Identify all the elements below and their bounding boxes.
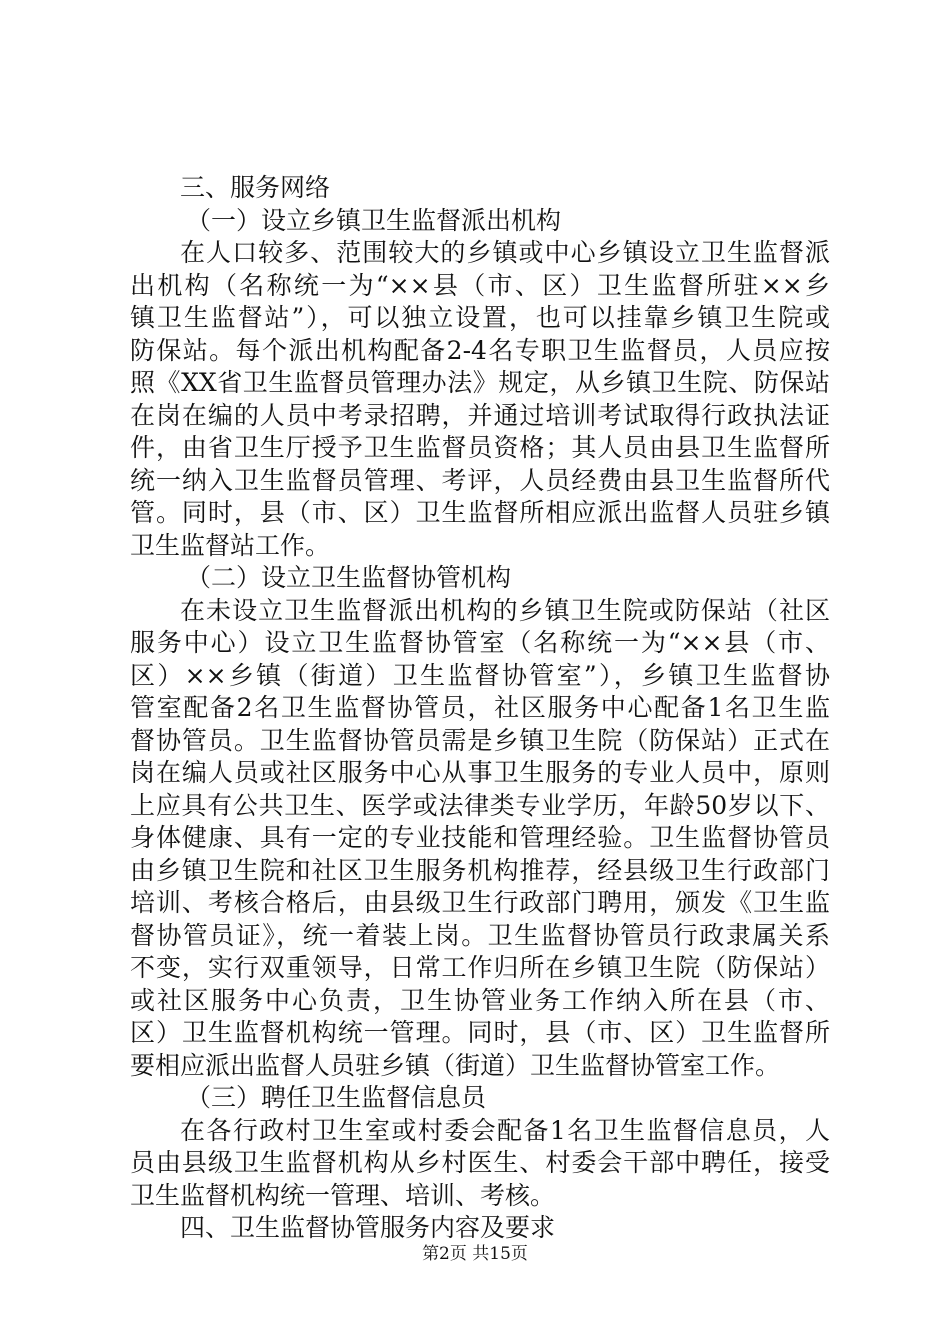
paragraph-line: 在人口较多、范围较大的乡镇或中心乡镇设立卫生监督派 — [180, 238, 830, 267]
paragraph-line: 身体健康、具有一定的专业技能和管理经验。卫生监督协管员 — [130, 823, 830, 852]
paragraph-line: 镇卫生监督站”），可以独立设置，也可以挂靠乡镇卫生院或 — [130, 303, 830, 332]
paragraph-line: 统一纳入卫生监督员管理、考评，人员经费由县卫生监督所代 — [130, 465, 830, 495]
paragraph-line: 防保站。每个派出机构配备2-4名专职卫生监督员，人员应按 — [130, 335, 830, 365]
paragraph-line: 督协管员证》，统一着装上岗。卫生监督协管员行政隶属关系 — [130, 920, 830, 950]
paragraph-line: 员由县级卫生监督机构从乡村医生、村委会干部中聘任，接受 — [130, 1148, 830, 1177]
document-body — [130, 172, 830, 1245]
paragraph-line: 出机构（名称统一为“××县（市、区）卫生监督所驻××乡 — [130, 270, 830, 300]
section-heading: 三、服务网络 — [180, 173, 331, 202]
paragraph-line: 照《XX省卫生监督员管理办法》规定，从乡镇卫生院、防保站 — [130, 368, 830, 397]
paragraph-line: 在岗在编的人员中考录招聘，并通过培训考试取得行政执法证 — [130, 400, 830, 430]
paragraph-line: 岗在编人员或社区服务中心从事卫生服务的专业人员中，原则 — [130, 758, 830, 787]
paragraph-line: 督协管员。卫生监督协管员需是乡镇卫生院（防保站）正式在 — [130, 725, 830, 755]
paragraph-line: 在未设立卫生监督派出机构的乡镇卫生院或防保站（社区 — [180, 595, 830, 625]
paragraph-line: 区）卫生监督机构统一管理。同时，县（市、区）卫生监督所 — [130, 1018, 830, 1047]
section-heading: 四、卫生监督协管服务内容及要求 — [180, 1213, 556, 1242]
subsection-heading: （一）设立乡镇卫生监督派出机构 — [186, 205, 562, 235]
paragraph-line: 区）××乡镇（街道）卫生监督协管室”），乡镇卫生监督协 — [130, 660, 830, 690]
paragraph-line: 要相应派出监督人员驻乡镇（街道）卫生监督协管室工作。 — [130, 1050, 781, 1080]
paragraph-line: 由乡镇卫生院和社区卫生服务机构推荐，经县级卫生行政部门 — [130, 855, 830, 885]
paragraph-line: 不变，实行双重领导，日常工作归所在乡镇卫生院（防保站） — [130, 953, 830, 982]
paragraph-line: 或社区服务中心负责，卫生协管业务工作纳入所在县（市、 — [130, 985, 830, 1015]
paragraph-line: 培训、考核合格后，由县级卫生行政部门聘用，颁发《卫生监 — [130, 888, 830, 917]
paragraph-line: 卫生监督机构统一管理、培训、考核。 — [130, 1180, 556, 1210]
paragraph-line: 服务中心）设立卫生监督协管室（名称统一为“××县（市、 — [130, 628, 830, 657]
paragraph-line: 管。同时，县（市、区）卫生监督所相应派出监督人员驻乡镇 — [130, 498, 830, 527]
paragraph-line: 上应具有公共卫生、医学或法律类专业学历，年龄50岁以下、 — [130, 790, 830, 820]
paragraph-line: 在各行政村卫生室或村委会配备1名卫生监督信息员，人 — [180, 1115, 830, 1145]
subsection-heading: （三）聘任卫生监督信息员 — [186, 1083, 487, 1112]
page-number-footer: 第2页 共15页 — [422, 1244, 528, 1264]
paragraph-line: 管室配备2名卫生监督协管员，社区服务中心配备1名卫生监 — [130, 693, 830, 722]
paragraph-line: 卫生监督站工作。 — [130, 530, 331, 560]
subsection-heading: （二）设立卫生监督协管机构 — [186, 563, 512, 592]
paragraph-line: 件，由省卫生厅授予卫生监督员资格；其人员由县卫生监督所 — [130, 433, 830, 462]
